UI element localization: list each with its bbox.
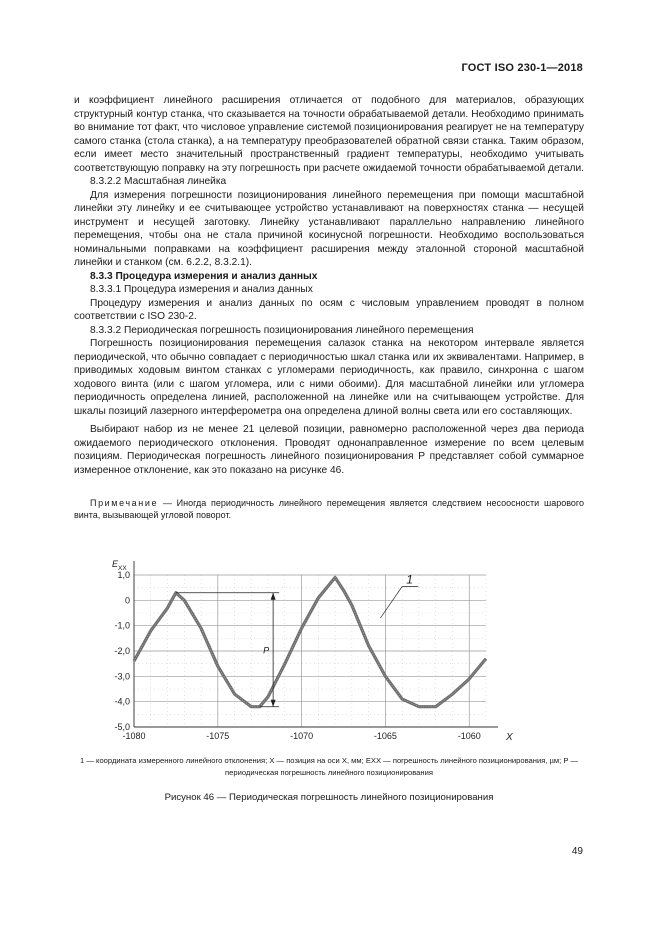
x-tick-label: -1065 [373, 731, 397, 741]
y-tick-label: 1,0 [117, 570, 130, 580]
paragraph-scale: Для измерения погрешности позиционирования линейного перемещения при помощи масштабной линейки эту линейку и ее считывающее устройство устанавливают на поверхностях станка — несущей инструмент и несущей заготовку. Линейку устанавливают параллельно направлению линейного перемещения, чтобы она не стала причиной косинусной погрешности. Необходимо воспользоваться номинальными поправками на коэффициент расширения между эталонной стороной масштабной линейки и станком (см. 6.2.2, 8.3.2.1). [74, 189, 584, 268]
section-heading-8-3-3: 8.3.3 Процедура измерения и анализ данных [90, 270, 318, 282]
y-tick-label: -5,0 [114, 722, 130, 732]
p-arrow-bottom [271, 700, 276, 707]
section-heading-8-3-3-1: 8.3.3.1 Процедура измерения и анализ данных [90, 284, 313, 295]
p-arrow-top [271, 593, 276, 600]
paragraph-periodic: Погрешность позиционирования перемещения салазок станка на некотором интервале является периодической, что обычно совпадает с периодичностью шкал станка или их эквивалентами. Например, в приводимых ходовым винтом станках с угломерами периодичность, как правило, синхронна с шагом ходового винта (или с шагом угломера, или с ними обоими). Для масштабной линейки или угломера периодичность определена линией, расположенной на линейке или на считывающем устройстве. Для шкалы позиций лазерного интерферометра она определена длиной волны света или его составляющих. [74, 338, 584, 417]
section-heading-8-3-3-2: 8.3.3.2 Периодическая погрешность позиционирования линейного перемещения [90, 324, 474, 336]
curve-label: 1 [406, 572, 413, 587]
body-text [74, 94, 584, 477]
figure-46 [74, 553, 584, 753]
y-tick-label: -3,0 [114, 671, 130, 682]
paragraph-targets: Выбирают набор из не менее 21 целевой позиции, равномерно расположенной через два периода ожидаемого периодического отклонения. Проводят однонаправленное измерение по всем целевым позициям. Периодическая погрешность линейного позиционирования P представляет собой суммарное измеренное отклонение, как это показано на рисунке 46. [74, 424, 584, 476]
x-axis-label: X [506, 732, 513, 743]
page-number: 49 [571, 846, 583, 857]
periodic-error-chart [74, 553, 584, 753]
x-tick-label: -1075 [206, 731, 230, 741]
y-tick-label: -1,0 [114, 620, 130, 631]
p-label: P [263, 645, 270, 656]
figure-caption: Рисунок 46 — Периодическая погрешность линейного позиционирования [164, 792, 494, 803]
series-line [134, 578, 486, 707]
y-tick-label: -4,0 [114, 696, 130, 707]
y-tick-label: 0 [124, 595, 130, 606]
note-label: Примечание [90, 498, 159, 508]
series-line-texture [134, 578, 486, 707]
paragraph-procedure: Процедуру измерения и анализ данных по осям с числовым управлением проводят в полном соответствии с ISO 230-2. [74, 297, 584, 322]
section-heading-8-3-2-2: 8.3.2.2 Масштабная линейка [90, 176, 227, 187]
note-text: — Иногда периодичность линейного перемещения является следствием несоосности шарового винта, вызывающей угловой поворот. [74, 498, 584, 520]
note [74, 497, 584, 521]
page-header: ГОСТ ISO 230-1—2018 [461, 62, 583, 74]
y-axis-label-subscript: XX [118, 565, 127, 572]
x-tick-label: -1060 [457, 731, 481, 741]
y-axis-label: E [112, 559, 119, 569]
figure-legend: 1 — координата измеренного линейного отклонения; X — позиция на оси X, мм; EXX — погрешность линейного позиционирования, µм; P — периодическая погрешность линейного позиционирования [80, 756, 578, 777]
x-tick-label: -1070 [290, 731, 314, 741]
x-tick-label: -1080 [122, 731, 146, 741]
curve-label-leader [380, 586, 402, 618]
y-tick-label: -2,0 [114, 646, 130, 656]
paragraph-continuation: и коэффициент линейного расширения отличается от подобного для материалов, образующих структурный контур станка, что сказывается на точности обрабатываемой детали. Необходимо принимать во внимание тот факт, что числовое управление системой позиционирования реагирует не на температуру самого станка (стола станка), а на температуру преобразователей обратной связи станка. Таким образом, если имеет место значительный пространственный градиент температуры, необходимо учитывать соответствующую поправку на эту погрешность при расчете ожидаемой точности обрабатываемой детали. [74, 95, 584, 174]
